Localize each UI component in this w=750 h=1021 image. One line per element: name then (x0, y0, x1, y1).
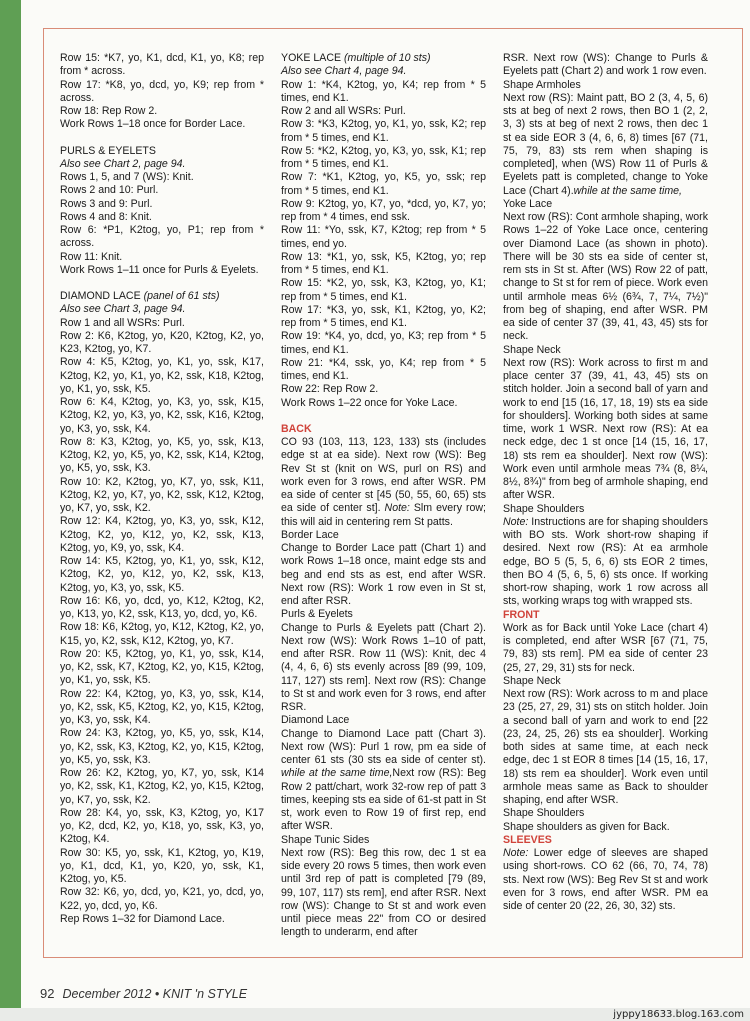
paragraph (60, 396, 264, 436)
paragraph (281, 383, 486, 396)
text-run: Shape Shoulders (503, 502, 585, 515)
subheading (503, 344, 708, 357)
text-run: Work across to m and place 23 (25, 27, 29, 31) sts on stitch holder. Join a second ball of yarn and work to end [22 (23, 24, 25, 26) sts ea shoulder]. Working both sides at same time, at each neck edge, dec 1 st EOR 8 times [14 (15, 16, 17, 18) sts rem ea shoulder]. Work even until armhole meas same as Back to shoulder shaping, end after WSR. (503, 688, 708, 806)
text-run: K2, K2tog, yo, K7, yo, ssk, K11, K2tog, K2, yo, K7, yo, K2, ssk, K12, K2tog, yo, K7, yo, ssk, K2. (60, 475, 264, 514)
paragraph (60, 79, 264, 106)
text-run: Next row (WS): (522, 873, 595, 886)
subheading (281, 608, 486, 621)
paragraph (503, 821, 708, 834)
paragraph (60, 251, 264, 264)
text-run: K4, yo, ssk, K3, K2tog, yo, K17 yo, K2, dcd, K2, yo, K18, yo, ssk, K3, yo, K2tog, K4. (60, 806, 264, 846)
text-run: Beg Rev St st and work even for 3 rows, end after WSR. PM ea side of center 20 (22, 26, 30, 32) sts. (503, 873, 708, 912)
text-run: Knit. (127, 210, 152, 223)
paragraph (60, 436, 264, 476)
text-run: Row 10: (60, 475, 101, 488)
text-run: Row 1 and all WSRs: (60, 316, 161, 329)
text-run: At ea armhole edge, BO 5 (5, 5, 6, 6) sts EOR 2 times, then BO 4 (5, 6, 5, 6) sts once. If working short-row shaping, work 1 row across all sts, working wraps tog with wrapped sts. (503, 542, 708, 608)
text-run: K3, K2tog, yo, K5, yo, ssk, K14, yo, K2, ssk, K3, K2tog, K2, yo, K15, K2tog, yo, K5, yo, ssk, K3. (60, 727, 264, 766)
text-run: Change to St st and work even until piece meas 22" from CO or desired length to underarm, end after (281, 899, 487, 939)
text-run: Shape Armholes (503, 78, 581, 91)
green-edge-strip (0, 0, 21, 1021)
text-run: Purl. (133, 184, 159, 197)
paragraph (281, 251, 486, 278)
subheading (60, 145, 264, 158)
paragraph (60, 356, 264, 396)
subheading (503, 198, 708, 211)
text-run: (multiple of 10 sts) (341, 52, 431, 64)
text-run: Row 14: (60, 555, 101, 567)
subheading (281, 714, 486, 727)
text-run: *K8, yo, dcd, yo, K9; rep from * across. (60, 78, 264, 104)
text-run: *K7, yo, K1, dcd, K1, yo, K8; rep from * across. (60, 52, 264, 78)
paragraph (60, 303, 264, 316)
text-run: K6, K2tog, yo, K20, K2tog, K2, yo, K23, K2tog, yo, K7. (60, 329, 264, 355)
text-run: Row 18: (60, 621, 100, 634)
text-run: when (WS) Row 11 of Purls & Eyelets patt is completed, change to Yoke Lace (Chart 4). (503, 158, 708, 197)
column-2 (281, 52, 486, 940)
paragraph (281, 622, 486, 715)
issue-label: December 2012 • KNIT 'n STYLE (62, 987, 248, 1001)
paragraph (281, 397, 486, 410)
paragraph (503, 688, 708, 807)
text-run: Row 22: (60, 687, 101, 700)
text-run: Next row (WS): (533, 52, 610, 64)
text-run: Work 1 row even in St st, end after RSR. (281, 581, 486, 607)
text-run: Row 26: (60, 767, 101, 779)
text-run: (panel of 61 sts) (140, 290, 220, 302)
text-run: Row 24: (60, 727, 101, 740)
text-run: Knit, dec 4 (4, 4, 6, 6) sts evenly across [89 (99, 109, 117, 127) sts rem]. (281, 648, 487, 687)
paragraph (281, 728, 486, 834)
text-run: Rep Row 2. (319, 383, 379, 396)
text-run: Lower edge of sleeves are shaped using short-rows. CO 62 (66, 70, 74, 78) sts. (503, 847, 708, 886)
text-run: Row 3: (281, 118, 315, 131)
text-run: K4, K2tog, yo, K3, yo, ssk, K15, K2tog, K2, yo, K3, yo, K2, ssk, K16, K2tog, yo, K3, yo, ssk, K4. (60, 396, 264, 435)
text-run: Note: (503, 515, 529, 528)
text-run: Also see Chart 2, page 94. (60, 157, 186, 170)
section-heading (281, 423, 486, 436)
text-run: Row 17: (281, 303, 322, 316)
text-run: DIAMOND LACE (60, 290, 141, 302)
text-run: *K1, yo, ssk, K5, K2tog, yo; rep from * 5 times, end K1. (281, 250, 486, 276)
text-run: Row 13: (281, 250, 322, 263)
text-run: Row 6: (60, 396, 96, 408)
text-run: Change to St st and work even for 3 rows, end after RSR. (281, 674, 486, 713)
text-run: *K2, K2tog, yo, K3, yo, ssk, K1; rep from * 5 times, end K1. (281, 144, 486, 170)
text-run: Rows 3 and 9: (60, 197, 128, 210)
paragraph (281, 145, 486, 172)
text-run: Next row (WS): (385, 449, 462, 462)
text-run: Purl. (160, 316, 185, 329)
text-run: Rep Rows 1–32 for Diamond Lace. (60, 912, 225, 925)
paragraph (503, 847, 708, 913)
paragraph (60, 211, 264, 224)
text-run: Next row (RS): (503, 211, 573, 223)
paragraph (281, 542, 486, 608)
text-run: Change to Diamond Lace patt (Chart 3). (281, 727, 486, 740)
paragraph (60, 476, 264, 516)
text-run: Change to Purls & Eyelets patt (Chart 2) and work 1 row even. (503, 52, 708, 78)
paragraph-gap (60, 132, 264, 145)
paragraph (281, 224, 486, 251)
paragraph-gap (281, 410, 486, 423)
text-run: Row 8: (60, 435, 96, 448)
text-run: K5, K2tog, yo, K1, yo, ssk, K12, K2tog, K2, yo, K12, yo, K2, ssk, K13, K2tog, yo, K3, yo, ssk, K5. (60, 555, 264, 594)
text-run: Instructions are for shaping shoulders with BO sts. Work short-row shaping if desired. (503, 515, 708, 555)
subheading (503, 807, 708, 820)
text-run: Rows 1, 5, and 7 (WS): (60, 171, 170, 183)
text-run: Next row (WS): (281, 886, 486, 912)
text-run: Next row (RS): (503, 356, 575, 369)
text-run: FRONT (503, 608, 540, 621)
text-run: Row 1: (281, 78, 317, 91)
text-run: Row 11 (WS): (359, 648, 428, 660)
text-run: *K4, ssk, yo, K4; rep from * 5 times, end K1. (281, 356, 486, 382)
text-run: K6, yo, dcd, yo, K21, yo, dcd, yo, K22, yo, dcd, yo, K6. (60, 886, 264, 912)
text-run: Row 30: (60, 846, 101, 859)
text-run: work even to Row 19 of first rep, end after WSR. (281, 807, 486, 833)
text-run: *P1, K2tog, yo, P1; rep from * across. (60, 224, 264, 250)
text-run: Rows 4 and 8: (60, 210, 128, 223)
text-run: K2, K2tog, yo, K7, yo, ssk, K14 yo, K2, ssk, K1, K2tog, K2, yo, K15, K2tog, yo, K7, yo, ssk, K2. (60, 767, 264, 806)
text-run: while at the same time, (573, 184, 682, 197)
paragraph (60, 290, 264, 303)
paragraph (60, 171, 264, 184)
text-run: Maint patt, BO 2 (3, 4, 5, 6) sts at beg of next 2 rows, then BO 1 (2, 2, 3, 3) sts at beg of next 2 rows, then dec 1 st ea side EOR 3 (4, 6, 6, 8) times [67 (71, 75, 79, 83) sts rem when shaping is completed], (503, 91, 708, 170)
paragraph (503, 211, 708, 344)
text-run: CO 93 (103, 113, 123, 133) sts (includes edge st at ea side). (281, 436, 486, 462)
text-run: Row 2 and all WSRs: (281, 105, 382, 117)
paragraph (60, 847, 264, 887)
text-run: Work across to first m and place center 37 (39, 41, 43, 45) sts on stitch holder. Join a second ball of yarn and work to end [15 (16, 17, 18, 19) sts ea side for shoulders]. Working both sides at same time, work 1 WSR. (503, 356, 708, 435)
text-run: RSR. (503, 52, 534, 64)
text-run: Next row (WS): (632, 449, 708, 462)
text-run: K3, K2tog, yo, K5, yo, ssk, K13, K2tog, K2, yo, K5, yo, K2, ssk, K14, K2tog, yo, K5, yo, ssk, K3. (60, 435, 264, 475)
paragraph (60, 913, 264, 926)
text-run: Next row (RS): (281, 846, 355, 859)
text-run: Row 15: (281, 277, 322, 290)
section-heading (503, 609, 708, 622)
text-run: Beg Rev St st (knit on WS, purl on RS) and work even for 3 rows, end after WSR. PM ea side of center st [45 (50, 55, 60, 65) sts ea side of center st]. (281, 449, 486, 515)
paragraph (281, 847, 486, 940)
text-run: Row 19: (281, 330, 321, 343)
page-footer (40, 986, 247, 1001)
text-run: Row 17: (60, 78, 101, 91)
text-run: Row 15: (60, 52, 101, 64)
paragraph (60, 688, 264, 728)
paragraph (60, 648, 264, 688)
text-run: Note: (503, 847, 529, 859)
paragraph (503, 622, 708, 675)
text-run: while at the same time, (281, 767, 393, 780)
subheading (503, 675, 708, 688)
text-run: Next row (RS): (503, 91, 574, 104)
text-run: Work Rows 1–10 of patt, end after RSR. (281, 634, 486, 660)
text-run: Next row (RS): (548, 542, 627, 555)
text-run: Beg Row 2 patt/chart, work 32-row rep of patt 3 times, keeping sts ea side of 61-st patt in St st, (281, 767, 486, 819)
text-run: Row 9: (281, 197, 315, 210)
text-run: Also see Chart 4, page 94. (281, 65, 407, 78)
column-3 (503, 52, 708, 913)
text-run: Row 5: (281, 144, 315, 157)
text-run: Yoke Lace (503, 197, 553, 210)
text-run: Next row (WS): (281, 740, 356, 753)
text-run: Purl. (127, 197, 153, 210)
paragraph (503, 52, 708, 79)
text-run: *K4, K2tog, yo, K4; rep from * 5 times, end K1. (281, 78, 486, 104)
text-run: BACK (281, 422, 312, 435)
text-run: At ea neck edge, dec 1 st once [14 (15, 16, 17, 18) sts rem ea shoulder]. (503, 423, 708, 462)
text-run: Change to Purls & Eyelets patt (Chart 2). (281, 621, 486, 634)
text-run: SLEEVES (503, 833, 552, 846)
text-run: *Yo, ssk, K7, K2tog; rep from * 5 times, end yo. (281, 224, 486, 250)
text-run: Purls & Eyelets (281, 608, 353, 621)
paragraph (60, 767, 264, 807)
paragraph (281, 330, 486, 357)
text-run: *K2, yo, ssk, K3, K2tog, yo, K1; rep from * 5 times, end K1. (281, 277, 486, 303)
paragraph (503, 516, 708, 609)
text-run: Next row (RS): (281, 581, 354, 594)
text-run: Row 20: (60, 647, 101, 660)
text-run: Next row (RS): (602, 423, 677, 435)
text-run: Note: (384, 502, 410, 515)
paragraph (60, 264, 264, 277)
text-run: K5, K2tog, yo, K1, yo, ssk, K17, K2tog, K2, yo, K1, yo, K2, ssk, K18, K2tog, yo, K1, yo, ssk, K5. (60, 356, 264, 395)
paragraph (60, 886, 264, 913)
text-run: Rep Row 2. (98, 105, 158, 117)
paragraph (281, 357, 486, 384)
text-run: Row 2: (60, 329, 94, 342)
text-run: Next row (RS): (374, 674, 446, 687)
text-run: Row 22: (281, 383, 320, 396)
text-run: Row 21: (281, 356, 323, 369)
watermark-credit: jyppy18633.blog.163.com (613, 1009, 744, 1020)
text-run: Row 12: (60, 515, 101, 528)
paragraph (281, 171, 486, 198)
paragraph (60, 807, 264, 847)
paragraph (281, 118, 486, 145)
text-run: Purl. (381, 105, 406, 117)
paragraph (60, 330, 264, 357)
paragraph (60, 621, 264, 648)
text-run: Knit. (169, 171, 194, 183)
text-run: Also see Chart 3, page 94. (60, 303, 186, 316)
text-run: K4, K2tog, yo, K3, yo, ssk, K12, K2tog, K2, yo, K12, yo, K2, ssk, K13, K2tog, yo, K9, yo, ssk, K4. (60, 515, 264, 554)
text-run: Work Rows 1–11 once for Purls & Eyelets. (60, 263, 259, 276)
text-run: Row 32: (60, 886, 100, 899)
text-run: K5, yo, ssk, K1, K2tog, yo, K19, yo, K1, dcd, K1, yo, K20, yo, ssk, K1, K2tog, yo, K5. (60, 846, 264, 885)
paragraph (281, 65, 486, 78)
column-1 (60, 52, 264, 926)
paragraph (281, 277, 486, 304)
paragraph (281, 198, 486, 225)
paragraph (281, 436, 486, 529)
text-run: Row 28: (60, 806, 101, 819)
paragraph (60, 158, 264, 171)
text-run: K5, K2tog, yo, K1, yo, ssk, K14, yo, K2, ssk, K7, K2tog, K2, yo, K15, K2tog, yo, K1, yo, ssk, K5. (60, 647, 264, 687)
text-run: Knit. (98, 250, 123, 263)
subheading (281, 529, 486, 542)
text-run: Slm every row; this will aid in centering rem St patts. (281, 502, 486, 528)
text-run: Row 7: (281, 171, 317, 184)
paragraph (60, 224, 264, 251)
text-run: Row 18: (60, 105, 99, 117)
text-run: Diamond Lace (281, 714, 350, 727)
text-run: Work even until armhole meas 7¾ (8, 8¼, 8½, 8¾)" from beg of armhole shaping, end after WSR. (503, 462, 708, 502)
text-run: Change to Border Lace patt (Chart 1) and work Rows 1–18 once, maint edge sts and beg and end sts as est, end after WSR. (281, 542, 486, 581)
text-run: PURLS & EYELETS (60, 144, 156, 157)
paragraph (281, 105, 486, 118)
text-run: Next row (WS): (281, 634, 357, 647)
text-run: Shape Tunic Sides (281, 833, 370, 846)
text-run: Cont armhole shaping, work Rows 1–22 of Yoke Lace once, centering over Diamond Lace (as shown in photo). There will be 30 sts ea side of center st, rem sts in St st. After (WS) Row 22 of patt, change to St st for rem of piece. Work even until armhole meas 6½ (6¾, 7, 7¼, 7½)" from beg of shaping, end after WSR. PM ea side of center 37 (39, 41, 43, 45) sts for neck. (503, 211, 708, 343)
text-run: YOKE LACE (281, 52, 342, 64)
paragraph (281, 52, 486, 65)
paragraph (60, 555, 264, 595)
paragraph (60, 52, 264, 79)
text-run: K6, yo, dcd, yo, K12, K2tog, K2, yo, K13, yo, K2, ssk, K13, yo, dcd, yo, K6. (60, 594, 264, 620)
text-run: Purl 1 row, pm ea side of center 61 sts (30 sts ea side of center st). (281, 740, 486, 766)
paragraph (60, 105, 264, 118)
text-run: *K4, yo, dcd, yo, K3; rep from * 5 times, end K1. (281, 330, 486, 356)
paragraph (60, 515, 264, 555)
text-run: Row 16: (60, 594, 101, 607)
paragraph (503, 357, 708, 503)
text-run: Work Rows 1–22 once for Yoke Lace. (281, 396, 458, 409)
text-run: K2tog, yo, K7, yo, *dcd, yo, K7, yo; rep from * 4 times, end ssk. (281, 197, 486, 223)
text-run: K4, K2tog, yo, K3, yo, ssk, K14, yo, K2, ssk, K5, K2tog, K2, yo, K15, K2tog, yo, K3, yo, ssk, K4. (60, 687, 264, 726)
text-run: Shape shoulders as given for Back. (503, 820, 670, 833)
text-run: Shape Shoulders (503, 807, 585, 820)
text-run: Row 6: (60, 224, 97, 236)
text-run: Work Rows 1–18 once for Border Lace. (60, 118, 246, 131)
paragraph (60, 184, 264, 197)
text-run: Row 11: (60, 250, 99, 263)
text-run: Border Lace (281, 528, 339, 541)
text-run: Rows 2 and 10: (60, 184, 134, 197)
text-run: K6, K2tog, yo, K12, K2tog, K2, yo, K15, yo, K2, ssk, K12, K2tog, yo, K7. (60, 621, 264, 647)
text-run: *K3, K2tog, yo, K1, yo, ssk, K2; rep from * 5 times, end K1. (281, 118, 486, 144)
text-run: Shape Neck (503, 674, 561, 687)
text-run: Next row (RS): (503, 688, 573, 700)
paragraph (60, 118, 264, 131)
paragraph (281, 304, 486, 331)
paragraph-gap (60, 277, 264, 290)
paragraph (503, 92, 708, 198)
text-run: *K3, yo, ssk, K1, K2tog, yo, K2; rep from * 5 times, end K1. (281, 303, 486, 329)
section-heading (503, 834, 708, 847)
text-run: Row 4: (60, 356, 96, 369)
paragraph (281, 79, 486, 106)
subheading (281, 834, 486, 847)
subheading (503, 503, 708, 516)
text-run: Next row (RS): (392, 767, 464, 780)
subheading (503, 79, 708, 92)
paragraph (60, 595, 264, 622)
text-run: Shape Neck (503, 343, 561, 356)
text-run: Work as for Back until Yoke Lace (chart 4) is completed, end after WSR [67 (71, 75, 79, 83) sts rem]. PM ea side of center 23 (25, 27, 29, 31) sts for neck. (503, 621, 708, 674)
text-run: Row 11: (281, 224, 321, 237)
text-run: Beg this row, dec 1 st ea side every 20 rows 5 times, then work even until 3rd rep of patt is completed [79 (89, 99, 107, 117) sts rem], end after RSR. (281, 846, 486, 899)
paragraph (60, 727, 264, 767)
text-run: *K1, K2tog, yo, K5, yo, ssk; rep from * 5 times, end K1. (281, 171, 486, 197)
page-number: 92 (40, 986, 55, 1001)
paragraph (60, 198, 264, 211)
paragraph (60, 317, 264, 330)
